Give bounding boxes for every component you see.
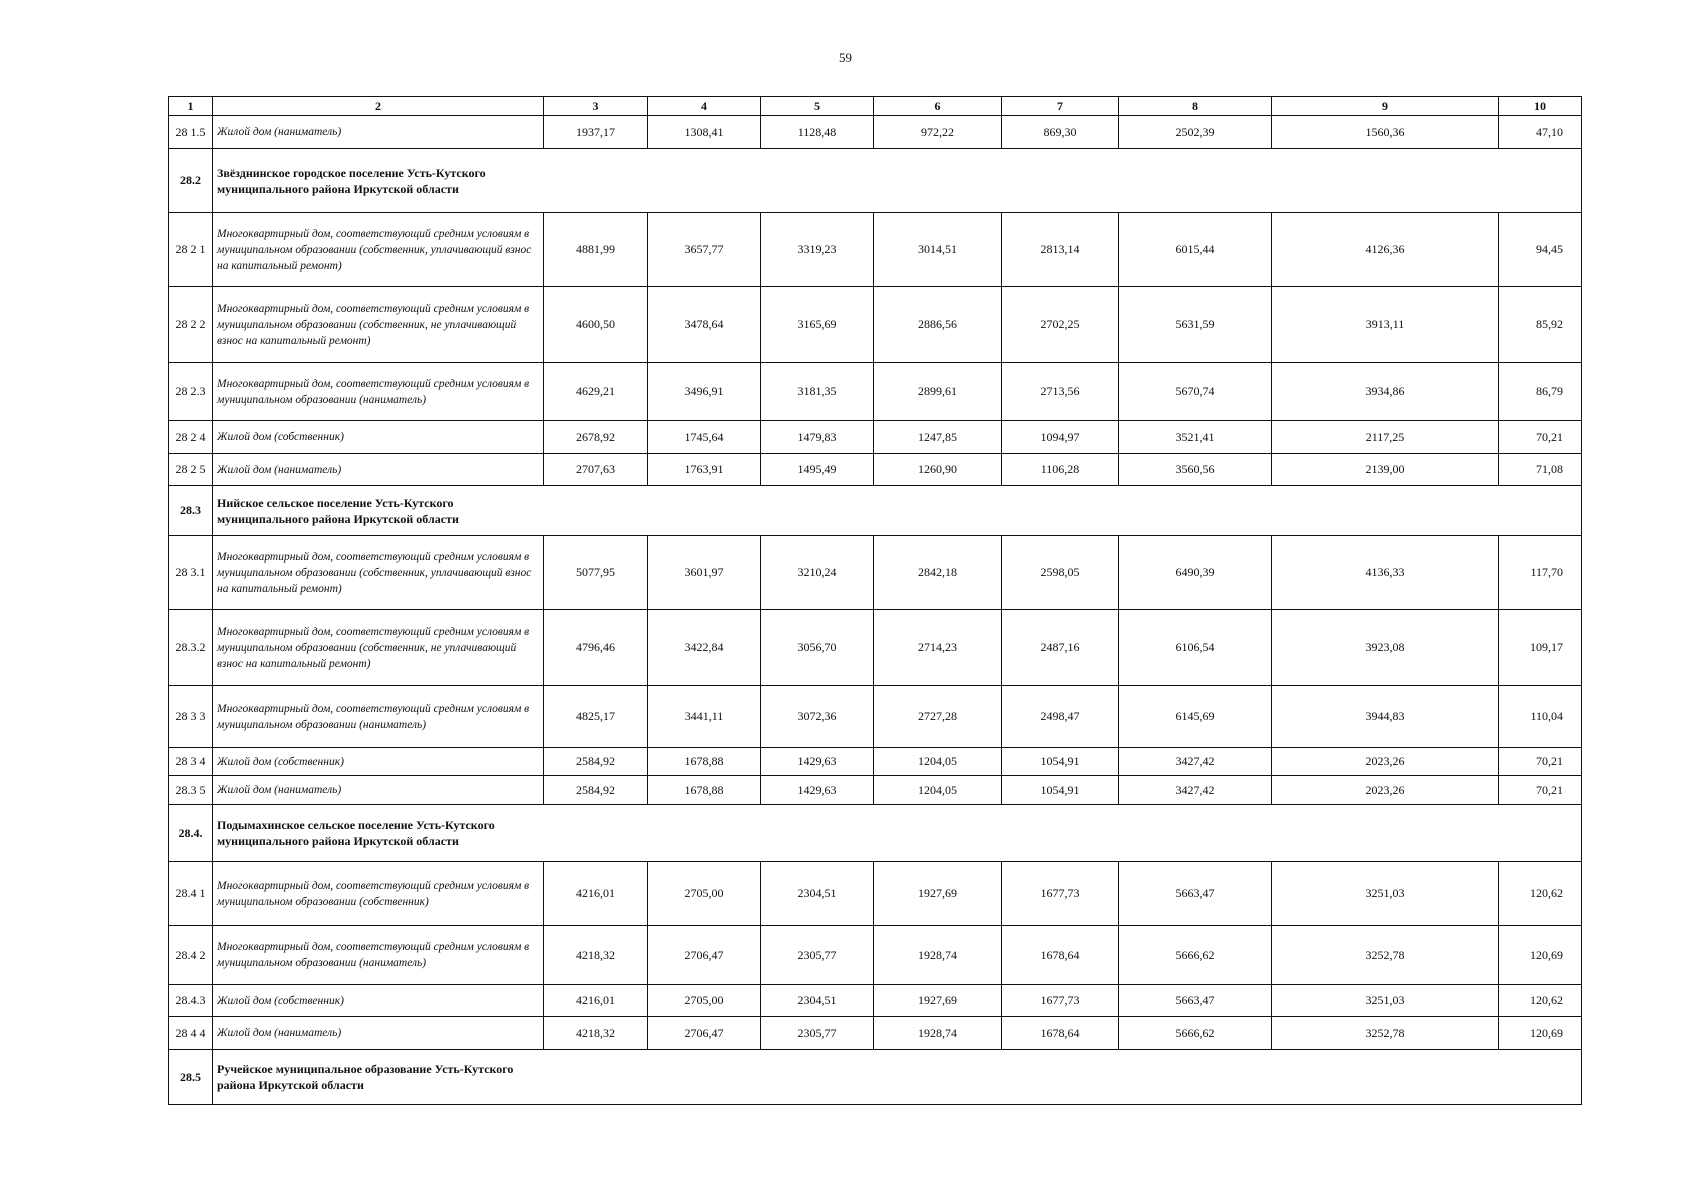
value-cell: 4216,01 xyxy=(544,985,648,1017)
value-cell: 70,21 xyxy=(1499,776,1582,805)
section-row xyxy=(169,149,1582,213)
value-cell: 2705,00 xyxy=(648,985,761,1017)
value-cell: 1927,69 xyxy=(874,862,1002,926)
row-description: Жилой дом (наниматель) xyxy=(213,454,544,486)
row-description: Жилой дом (собственник) xyxy=(213,748,544,776)
value-cell: 1128,48 xyxy=(761,116,874,149)
value-cell: 1204,05 xyxy=(874,748,1002,776)
value-cell: 70,21 xyxy=(1499,748,1582,776)
value-cell: 2487,16 xyxy=(1002,610,1119,686)
page-number: 59 xyxy=(839,50,852,65)
value-cell: 4216,01 xyxy=(544,862,648,926)
value-cell: 1937,17 xyxy=(544,116,648,149)
value-cell: 3657,77 xyxy=(648,213,761,287)
value-cell: 120,62 xyxy=(1499,862,1582,926)
column-header: 7 xyxy=(1002,97,1119,116)
value-cell: 1927,69 xyxy=(874,985,1002,1017)
value-cell: 1247,85 xyxy=(874,421,1002,454)
value-cell: 1745,64 xyxy=(648,421,761,454)
value-cell: 3427,42 xyxy=(1119,776,1272,805)
row-code: 28.3.2 xyxy=(169,610,213,686)
value-cell: 1054,91 xyxy=(1002,776,1119,805)
value-cell: 3422,84 xyxy=(648,610,761,686)
column-header: 8 xyxy=(1119,97,1272,116)
value-cell: 2813,14 xyxy=(1002,213,1119,287)
column-header: 5 xyxy=(761,97,874,116)
value-cell: 6145,69 xyxy=(1119,686,1272,748)
value-cell: 3478,64 xyxy=(648,287,761,363)
table-row xyxy=(169,454,1582,486)
row-code: 28 3 4 xyxy=(169,748,213,776)
row-description: Многоквартирный дом, соответствующий средним условиям в муниципальном образовании (собственник) xyxy=(213,862,544,926)
value-cell: 1106,28 xyxy=(1002,454,1119,486)
row-code: 28 2.3 xyxy=(169,363,213,421)
table-row xyxy=(169,421,1582,454)
section-title-cell xyxy=(213,805,1582,862)
value-cell: 2304,51 xyxy=(761,862,874,926)
row-code: 28 2 2 xyxy=(169,287,213,363)
value-cell: 2707,63 xyxy=(544,454,648,486)
row-description: Жилой дом (наниматель) xyxy=(213,776,544,805)
column-header: 3 xyxy=(544,97,648,116)
value-cell: 2899,61 xyxy=(874,363,1002,421)
row-code: 28 3.1 xyxy=(169,536,213,610)
value-cell: 47,10 xyxy=(1499,116,1582,149)
value-cell: 3014,51 xyxy=(874,213,1002,287)
value-cell: 5663,47 xyxy=(1119,862,1272,926)
value-cell: 1054,91 xyxy=(1002,748,1119,776)
section-title: Подымахинское сельское поселение Усть-Кутского муниципального района Иркутской области xyxy=(217,818,495,848)
value-cell: 2117,25 xyxy=(1272,421,1499,454)
value-cell: 3165,69 xyxy=(761,287,874,363)
value-cell: 71,08 xyxy=(1499,454,1582,486)
column-header: 4 xyxy=(648,97,761,116)
section-row xyxy=(169,486,1582,536)
value-cell: 5631,59 xyxy=(1119,287,1272,363)
value-cell: 3181,35 xyxy=(761,363,874,421)
value-cell: 2023,26 xyxy=(1272,776,1499,805)
value-cell: 2886,56 xyxy=(874,287,1002,363)
value-cell: 3252,78 xyxy=(1272,926,1499,985)
value-cell: 1308,41 xyxy=(648,116,761,149)
value-cell: 1429,63 xyxy=(761,776,874,805)
row-description: Жилой дом (наниматель) xyxy=(213,1017,544,1050)
row-description: Многоквартирный дом, соответствующий средним условиям в муниципальном образовании (наниматель) xyxy=(213,926,544,985)
row-description: Многоквартирный дом, соответствующий средним условиям в муниципальном образовании (собственник, уплачивающий взнос на капитальный ремонт) xyxy=(213,536,544,610)
row-description: Жилой дом (собственник) xyxy=(213,985,544,1017)
row-description: Многоквартирный дом, соответствующий средним условиям в муниципальном образовании (собственник, не уплачивающий взнос на капитальный ремонт) xyxy=(213,287,544,363)
value-cell: 3210,24 xyxy=(761,536,874,610)
table-body xyxy=(169,97,1582,1105)
section-code: 28.4. xyxy=(169,805,213,862)
tariff-table xyxy=(168,96,1582,1105)
column-header: 10 xyxy=(1499,97,1582,116)
value-cell: 6015,44 xyxy=(1119,213,1272,287)
table-row xyxy=(169,287,1582,363)
value-cell: 5666,62 xyxy=(1119,1017,1272,1050)
value-cell: 2727,28 xyxy=(874,686,1002,748)
value-cell: 1094,97 xyxy=(1002,421,1119,454)
value-cell: 2706,47 xyxy=(648,1017,761,1050)
value-cell: 3072,36 xyxy=(761,686,874,748)
table-row xyxy=(169,1017,1582,1050)
row-code: 28 2 5 xyxy=(169,454,213,486)
value-cell: 70,21 xyxy=(1499,421,1582,454)
row-code: 28.4.3 xyxy=(169,985,213,1017)
row-code: 28.4 1 xyxy=(169,862,213,926)
value-cell: 3913,11 xyxy=(1272,287,1499,363)
value-cell: 117,70 xyxy=(1499,536,1582,610)
row-code: 28.3 5 xyxy=(169,776,213,805)
section-code: 28.2 xyxy=(169,149,213,213)
section-row xyxy=(169,805,1582,862)
column-header: 1 xyxy=(169,97,213,116)
value-cell: 3319,23 xyxy=(761,213,874,287)
header-row xyxy=(169,97,1582,116)
row-code: 28 3 3 xyxy=(169,686,213,748)
row-description: Многоквартирный дом, соответствующий средним условиям в муниципальном образовании (собственник, не уплачивающий взнос на капитальный ремонт) xyxy=(213,610,544,686)
value-cell: 3496,91 xyxy=(648,363,761,421)
value-cell: 1678,64 xyxy=(1002,1017,1119,1050)
value-cell: 2498,47 xyxy=(1002,686,1119,748)
value-cell: 120,62 xyxy=(1499,985,1582,1017)
value-cell: 3252,78 xyxy=(1272,1017,1499,1050)
table-row xyxy=(169,686,1582,748)
value-cell: 85,92 xyxy=(1499,287,1582,363)
value-cell: 2305,77 xyxy=(761,1017,874,1050)
value-cell: 2842,18 xyxy=(874,536,1002,610)
section-title: Нийское сельское поселение Усть-Кутского муниципального района Иркутской области xyxy=(217,495,459,526)
section-title: Ручейское муниципальное образование Усть-Кутского района Иркутской области xyxy=(217,1062,514,1092)
row-code: 28 2 1 xyxy=(169,213,213,287)
value-cell: 2139,00 xyxy=(1272,454,1499,486)
value-cell: 2304,51 xyxy=(761,985,874,1017)
value-cell: 1677,73 xyxy=(1002,862,1119,926)
value-cell: 4825,17 xyxy=(544,686,648,748)
section-code: 28.3 xyxy=(169,486,213,536)
value-cell: 3441,11 xyxy=(648,686,761,748)
value-cell: 6490,39 xyxy=(1119,536,1272,610)
column-header: 9 xyxy=(1272,97,1499,116)
value-cell: 4218,32 xyxy=(544,926,648,985)
section-code: 28.5 xyxy=(169,1050,213,1105)
table-row xyxy=(169,862,1582,926)
row-code: 28.4 2 xyxy=(169,926,213,985)
value-cell: 4629,21 xyxy=(544,363,648,421)
value-cell: 5670,74 xyxy=(1119,363,1272,421)
row-description: Многоквартирный дом, соответствующий средним условиям в муниципальном образовании (собственник, уплачивающий взнос на капитальный ремонт) xyxy=(213,213,544,287)
value-cell: 2502,39 xyxy=(1119,116,1272,149)
table-row xyxy=(169,536,1582,610)
value-cell: 2023,26 xyxy=(1272,748,1499,776)
value-cell: 2713,56 xyxy=(1002,363,1119,421)
value-cell: 4218,32 xyxy=(544,1017,648,1050)
value-cell: 1678,88 xyxy=(648,748,761,776)
value-cell: 1928,74 xyxy=(874,926,1002,985)
value-cell: 1495,49 xyxy=(761,454,874,486)
value-cell: 869,30 xyxy=(1002,116,1119,149)
value-cell: 2598,05 xyxy=(1002,536,1119,610)
value-cell: 3601,97 xyxy=(648,536,761,610)
value-cell: 2678,92 xyxy=(544,421,648,454)
value-cell: 2305,77 xyxy=(761,926,874,985)
section-title-cell xyxy=(213,486,1582,536)
value-cell: 3521,41 xyxy=(1119,421,1272,454)
table-row xyxy=(169,610,1582,686)
value-cell: 4126,36 xyxy=(1272,213,1499,287)
value-cell: 94,45 xyxy=(1499,213,1582,287)
value-cell: 1260,90 xyxy=(874,454,1002,486)
row-description: Многоквартирный дом, соответствующий средним условиям в муниципальном образовании (наниматель) xyxy=(213,363,544,421)
row-description: Жилой дом (собственник) xyxy=(213,421,544,454)
table-row xyxy=(169,776,1582,805)
value-cell: 1429,63 xyxy=(761,748,874,776)
value-cell: 4796,46 xyxy=(544,610,648,686)
value-cell: 3251,03 xyxy=(1272,862,1499,926)
value-cell: 1677,73 xyxy=(1002,985,1119,1017)
value-cell: 5666,62 xyxy=(1119,926,1272,985)
value-cell: 6106,54 xyxy=(1119,610,1272,686)
value-cell: 1928,74 xyxy=(874,1017,1002,1050)
value-cell: 2705,00 xyxy=(648,862,761,926)
table-row xyxy=(169,985,1582,1017)
value-cell: 972,22 xyxy=(874,116,1002,149)
column-header: 2 xyxy=(213,97,544,116)
value-cell: 1204,05 xyxy=(874,776,1002,805)
value-cell: 4136,33 xyxy=(1272,536,1499,610)
value-cell: 1763,91 xyxy=(648,454,761,486)
value-cell: 2584,92 xyxy=(544,748,648,776)
section-title-cell xyxy=(213,1050,1582,1105)
value-cell: 1560,36 xyxy=(1272,116,1499,149)
section-title: Звёзднинское городское поселение Усть-Кутского муниципального района Иркутской области xyxy=(217,165,486,196)
table-row xyxy=(169,213,1582,287)
value-cell: 3251,03 xyxy=(1272,985,1499,1017)
value-cell: 1678,64 xyxy=(1002,926,1119,985)
value-cell: 4881,99 xyxy=(544,213,648,287)
value-cell: 2714,23 xyxy=(874,610,1002,686)
row-description: Жилой дом (наниматель) xyxy=(213,116,544,149)
value-cell: 2706,47 xyxy=(648,926,761,985)
value-cell: 109,17 xyxy=(1499,610,1582,686)
section-row xyxy=(169,1050,1582,1105)
table-row xyxy=(169,363,1582,421)
value-cell: 3934,86 xyxy=(1272,363,1499,421)
value-cell: 1479,83 xyxy=(761,421,874,454)
value-cell: 1678,88 xyxy=(648,776,761,805)
value-cell: 3944,83 xyxy=(1272,686,1499,748)
table-row xyxy=(169,926,1582,985)
value-cell: 3427,42 xyxy=(1119,748,1272,776)
row-code: 28 1.5 xyxy=(169,116,213,149)
value-cell: 3560,56 xyxy=(1119,454,1272,486)
value-cell: 120,69 xyxy=(1499,926,1582,985)
value-cell: 2584,92 xyxy=(544,776,648,805)
section-title-cell xyxy=(213,149,1582,213)
table-row xyxy=(169,116,1582,149)
row-description: Многоквартирный дом, соответствующий средним условиям в муниципальном образовании (наниматель) xyxy=(213,686,544,748)
row-code: 28 4 4 xyxy=(169,1017,213,1050)
value-cell: 4600,50 xyxy=(544,287,648,363)
value-cell: 3056,70 xyxy=(761,610,874,686)
value-cell: 110,04 xyxy=(1499,686,1582,748)
column-header: 6 xyxy=(874,97,1002,116)
value-cell: 3923,08 xyxy=(1272,610,1499,686)
value-cell: 120,69 xyxy=(1499,1017,1582,1050)
row-code: 28 2 4 xyxy=(169,421,213,454)
value-cell: 2702,25 xyxy=(1002,287,1119,363)
value-cell: 86,79 xyxy=(1499,363,1582,421)
value-cell: 5663,47 xyxy=(1119,985,1272,1017)
table-row xyxy=(169,748,1582,776)
value-cell: 5077,95 xyxy=(544,536,648,610)
